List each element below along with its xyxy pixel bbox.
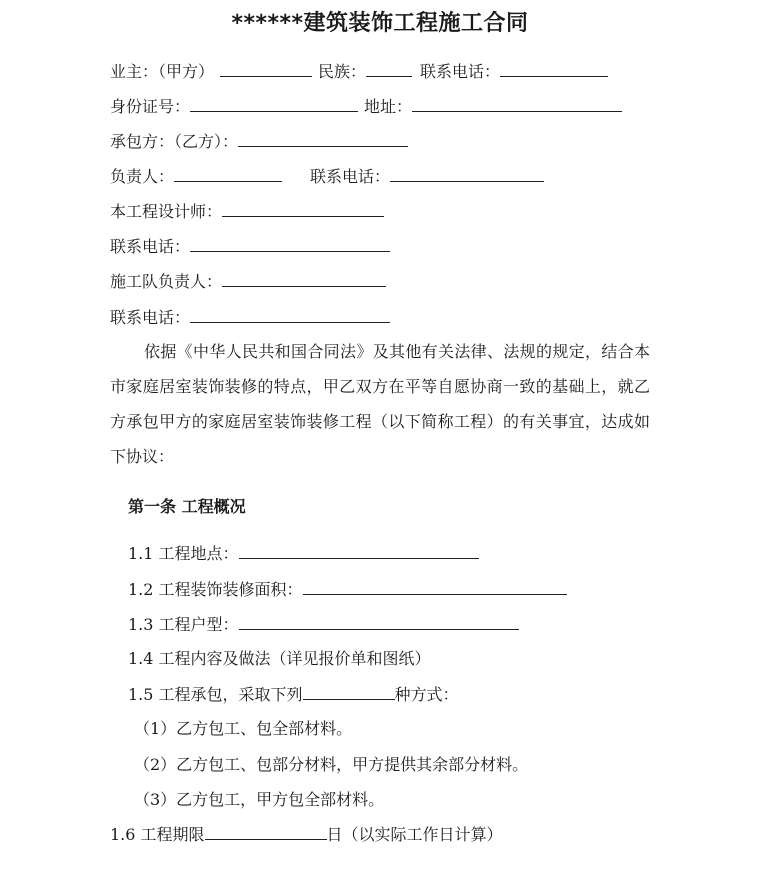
ethnicity-label: 民族： [318, 62, 367, 81]
team-phone-field[interactable] [190, 306, 390, 323]
item-1-4-label: 1.4 工程内容及做法（详见报价单和图纸） [128, 649, 431, 668]
team-leader-row [110, 270, 386, 293]
address-label: 地址： [364, 97, 413, 116]
intro-paragraph: 依据《中华人民共和国合同法》及其他有关法律、法规的规定，结合本市家庭居室装饰装修的特点，甲乙双方在平等自愿协商一致的基础上，就乙方承包甲方的家庭居室装饰装修工程（以下简称工程）的有关事宜，达成如下协议： [110, 342, 650, 466]
owner-phone-field[interactable] [500, 60, 608, 77]
designer-phone-row [110, 235, 390, 258]
manager-phone-label: 联系电话： [310, 167, 391, 186]
designer-phone-field[interactable] [190, 235, 390, 252]
team-phone-row [110, 306, 390, 329]
team-phone-label: 联系电话： [110, 308, 191, 327]
owner-label: 业主：（甲方） [110, 62, 215, 81]
manager-row [110, 165, 544, 188]
item-1-5-prefix: 1.5 工程承包，采取下列 [128, 685, 303, 704]
item-1-6-prefix: 1.6 工程期限 [110, 825, 205, 844]
item-1-6-suffix: 日（以实际工作日计算） [326, 825, 503, 844]
item-1-5-suffix: 种方式： [394, 685, 459, 704]
team-leader-label: 施工队负责人： [110, 272, 223, 291]
duration-field[interactable] [205, 823, 327, 840]
option-1: （1）乙方包工、包全部材料。 [134, 719, 353, 738]
id-label: 身份证号： [110, 97, 191, 116]
item-1-2-label: 1.2 工程装饰装修面积： [128, 580, 303, 599]
manager-label: 负责人： [110, 167, 175, 186]
contractor-label: 承包方：（乙方）： [110, 132, 239, 151]
option-2: （2）乙方包工、包部分材料，甲方提供其余部分材料。 [134, 755, 529, 774]
location-field[interactable] [239, 542, 479, 559]
item-1-3-label: 1.3 工程户型： [128, 615, 239, 634]
manager-phone-field[interactable] [390, 165, 544, 182]
id-field[interactable] [190, 95, 358, 112]
item-1-4 [128, 648, 431, 670]
address-field[interactable] [412, 95, 622, 112]
owner-field[interactable] [220, 60, 312, 77]
team-leader-field[interactable] [222, 270, 386, 287]
designer-row [110, 200, 384, 223]
option-3: （3）乙方包工，甲方包全部材料。 [134, 790, 385, 809]
id-row [110, 95, 622, 118]
item-1-3 [128, 613, 519, 636]
ethnicity-field[interactable] [366, 60, 412, 77]
designer-field[interactable] [222, 200, 384, 217]
contractor-row [110, 130, 408, 153]
item-1-5 [128, 683, 459, 706]
item-1-6 [110, 823, 503, 846]
owner-phone-label: 联系电话： [420, 62, 501, 81]
section-1-title: 第一条 工程概况 [128, 497, 246, 516]
item-1-1-label: 1.1 工程地点： [128, 544, 239, 563]
designer-phone-label: 联系电话： [110, 237, 191, 256]
item-1-1 [128, 542, 479, 565]
document-title: ******建筑装饰工程施工合同 [231, 11, 529, 36]
manager-field[interactable] [174, 165, 282, 182]
contractor-field[interactable] [238, 130, 408, 147]
contract-mode-field[interactable] [303, 683, 395, 700]
owner-row [110, 60, 608, 83]
designer-label: 本工程设计师： [110, 202, 223, 221]
layout-field[interactable] [239, 613, 519, 630]
area-field[interactable] [303, 578, 567, 595]
item-1-2 [128, 578, 567, 601]
